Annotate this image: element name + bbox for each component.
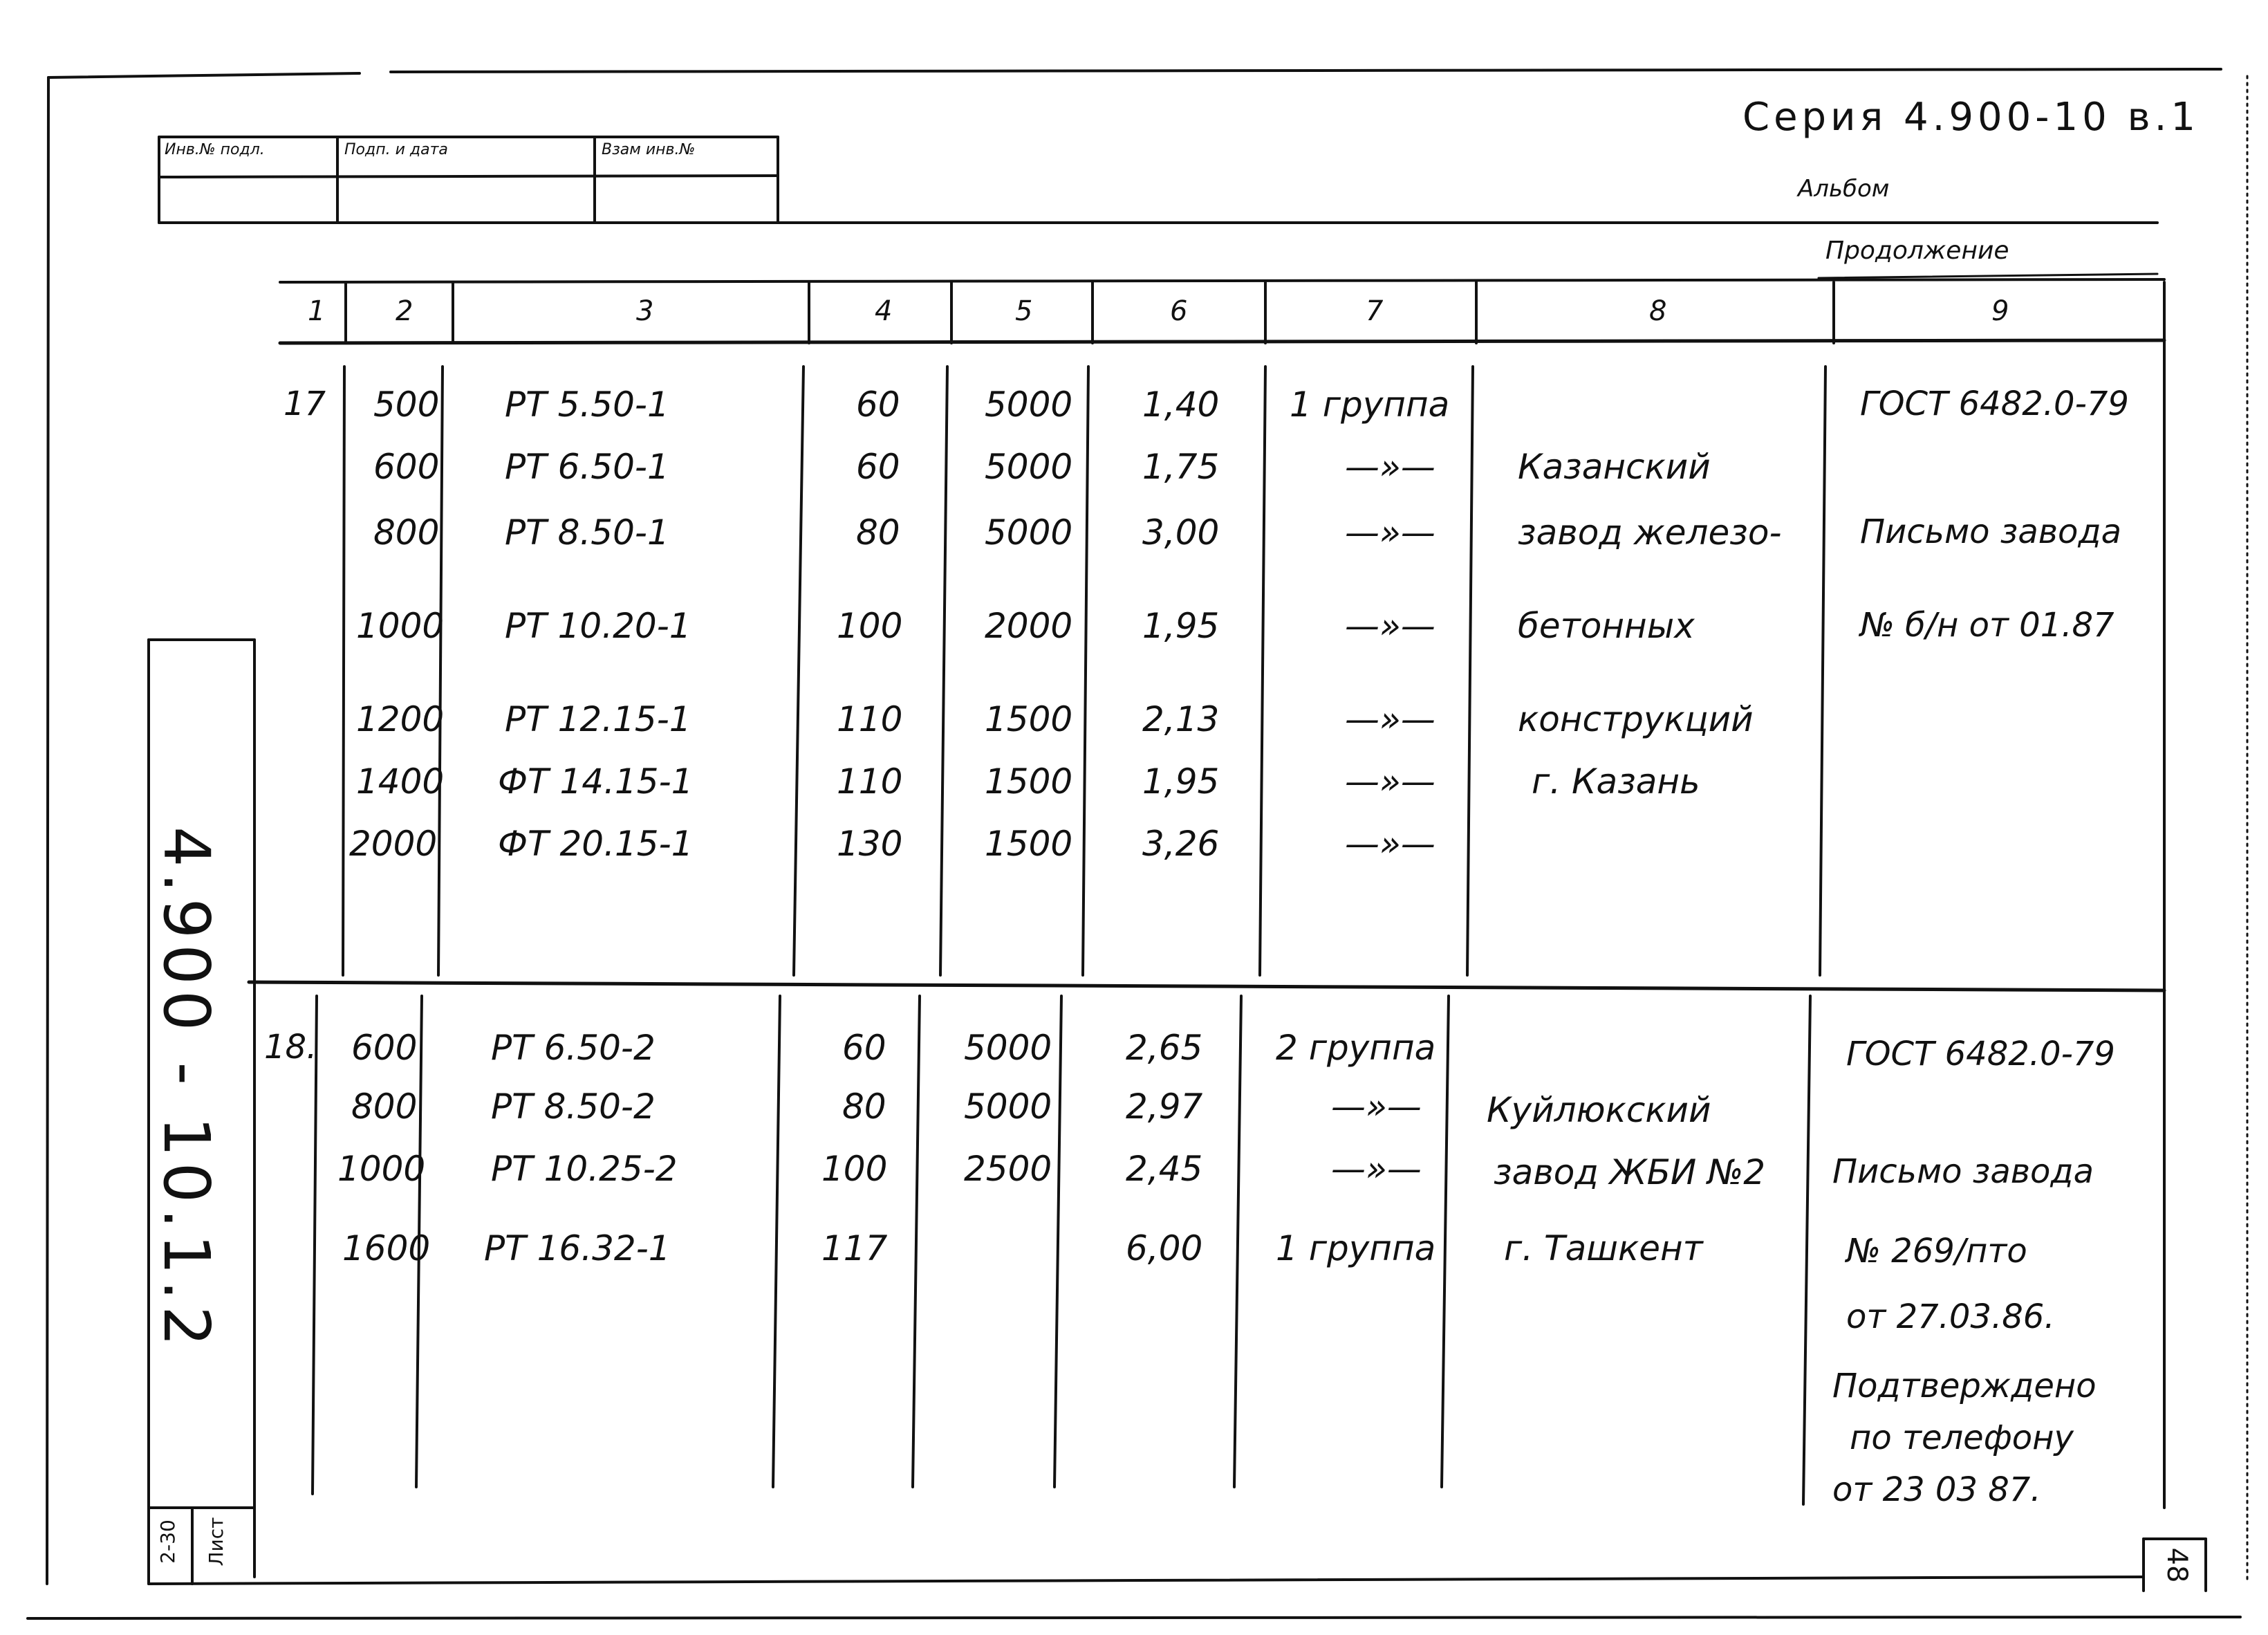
cell-mark: РТ 12.15-1 xyxy=(505,699,691,739)
manufacturer-line: г. Казань xyxy=(1532,761,1700,802)
note-line: от 23 03 87. xyxy=(1832,1470,2041,1509)
cell-size: 1200 xyxy=(356,699,445,739)
note-line: № б/н от 01.87 xyxy=(1860,606,2114,645)
col-header-5: 5 xyxy=(1015,295,1033,327)
cell-c5: 1500 xyxy=(985,824,1073,864)
cell-mark: РТ 16.32-1 xyxy=(484,1228,671,1268)
cell-c5: 5000 xyxy=(985,385,1073,425)
col-header-1: 1 xyxy=(308,295,326,327)
group-number: 18. xyxy=(264,1028,317,1066)
col-header-7: 7 xyxy=(1366,295,1384,327)
cell-c5: 1500 xyxy=(985,699,1073,739)
cell-size: 600 xyxy=(351,1028,418,1068)
cell-c4: 60 xyxy=(842,1028,886,1068)
cell-c7: —»— xyxy=(1345,447,1435,487)
cell-c7: —»— xyxy=(1345,824,1435,864)
cell-size: 1000 xyxy=(356,606,445,646)
cell-size: 1400 xyxy=(356,761,445,802)
cell-size: 2000 xyxy=(349,824,438,864)
cell-c7: —»— xyxy=(1345,761,1435,802)
cell-mark: РТ 6.50-1 xyxy=(505,447,669,487)
cell-c4: 80 xyxy=(842,1087,886,1127)
cell-c7: —»— xyxy=(1331,1087,1422,1127)
side-document-code: 4.900 - 10.1.2 xyxy=(149,826,223,1352)
cell-c6: 1,95 xyxy=(1142,606,1220,646)
page-number: 48 xyxy=(2161,1547,2193,1583)
note-line: № 269/пто xyxy=(1846,1232,2027,1271)
cell-c7: —»— xyxy=(1345,606,1435,646)
col-header-9: 9 xyxy=(1991,295,2009,327)
note-line: Письмо завода xyxy=(1860,512,2121,551)
stamp-sign-label: Подп. и дата xyxy=(344,141,448,158)
cell-mark: РТ 8.50-1 xyxy=(505,512,669,553)
group-number: 17 xyxy=(284,385,326,423)
cell-c5: 2500 xyxy=(964,1149,1052,1189)
cell-c4: 100 xyxy=(821,1149,888,1189)
manufacturer-line: Куйлюкский xyxy=(1487,1090,1711,1130)
note-line: ГОСТ 6482.0-79 xyxy=(1860,385,2129,423)
cell-c4: 117 xyxy=(821,1228,888,1268)
cell-c6: 2,65 xyxy=(1126,1028,1203,1068)
cell-c4: 60 xyxy=(856,447,900,487)
cell-c4: 130 xyxy=(837,824,903,864)
cell-mark: РТ 5.50-1 xyxy=(505,385,669,425)
cell-c6: 2,13 xyxy=(1142,699,1220,739)
manufacturer-line: завод ЖБИ №2 xyxy=(1494,1152,1766,1192)
cell-c4: 100 xyxy=(837,606,903,646)
cell-mark: РТ 6.50-2 xyxy=(491,1028,656,1068)
col-header-6: 6 xyxy=(1170,295,1188,327)
cell-c6: 3,00 xyxy=(1142,512,1220,553)
note-line: по телефону xyxy=(1850,1419,2074,1457)
continuation-label: Продолжение xyxy=(1825,237,2009,265)
cell-mark: ФТ 14.15-1 xyxy=(498,761,694,802)
cell-c4: 80 xyxy=(856,512,900,553)
note-line: от 27.03.86. xyxy=(1846,1297,2055,1336)
cell-c5: 5000 xyxy=(985,447,1073,487)
cell-c7: 2 группа xyxy=(1276,1028,1436,1068)
cell-c4: 60 xyxy=(856,385,900,425)
cell-size: 1600 xyxy=(342,1228,431,1268)
cell-c6: 2,45 xyxy=(1126,1149,1203,1189)
cell-c6: 2,97 xyxy=(1126,1087,1203,1127)
col-header-8: 8 xyxy=(1649,295,1667,327)
cell-size: 500 xyxy=(373,385,440,425)
cell-c6: 6,00 xyxy=(1126,1228,1203,1268)
cell-c4: 110 xyxy=(837,761,903,802)
cell-c7: —»— xyxy=(1345,699,1435,739)
cell-c6: 1,40 xyxy=(1142,385,1220,425)
cell-c4: 110 xyxy=(837,699,903,739)
cell-mark: ФТ 20.15-1 xyxy=(498,824,694,864)
cell-size: 800 xyxy=(351,1087,418,1127)
cell-mark: РТ 10.20-1 xyxy=(505,606,691,646)
cell-c7: 1 группа xyxy=(1276,1228,1436,1268)
side-sheet-label: Лист xyxy=(205,1517,227,1567)
cell-c7: —»— xyxy=(1345,512,1435,553)
cell-c5: 5000 xyxy=(964,1028,1052,1068)
cell-size: 1000 xyxy=(337,1149,426,1189)
manufacturer-line: конструкций xyxy=(1518,699,1754,739)
cell-c6: 1,75 xyxy=(1142,447,1220,487)
side-sheet-value: 2-30 xyxy=(156,1519,179,1564)
manufacturer-line: г. Ташкент xyxy=(1504,1228,1703,1268)
cell-c5: 1500 xyxy=(985,761,1073,802)
cell-mark: РТ 8.50-2 xyxy=(491,1087,656,1127)
cell-c6: 3,26 xyxy=(1142,824,1220,864)
col-header-3: 3 xyxy=(636,295,654,327)
cell-c7: 1 группа xyxy=(1290,385,1450,425)
cell-c5: 2000 xyxy=(985,606,1073,646)
cell-c6: 1,95 xyxy=(1142,761,1220,802)
manufacturer-line: Казанский xyxy=(1518,447,1711,487)
manufacturer-line: завод железо- xyxy=(1518,512,1782,553)
cell-size: 800 xyxy=(373,512,440,553)
series-title: Серия 4.900-10 в.1 xyxy=(1742,95,2200,140)
cell-mark: РТ 10.25-2 xyxy=(491,1149,678,1189)
stamp-inv-label: Инв.№ подл. xyxy=(165,141,265,158)
col-header-4: 4 xyxy=(875,295,893,327)
manufacturer-line: бетонных xyxy=(1518,606,1695,646)
cell-size: 600 xyxy=(373,447,440,487)
stamp-replace-label: Взам инв.№ xyxy=(602,141,696,158)
note-line: ГОСТ 6482.0-79 xyxy=(1846,1035,2115,1073)
cell-c7: —»— xyxy=(1331,1149,1422,1189)
note-line: Подтверждено xyxy=(1832,1367,2097,1405)
col-header-2: 2 xyxy=(396,295,413,327)
note-line: Письмо завода xyxy=(1832,1152,2094,1191)
album-label: Альбом xyxy=(1798,175,1890,203)
cell-c5: 5000 xyxy=(964,1087,1052,1127)
cell-c5: 5000 xyxy=(985,512,1073,553)
